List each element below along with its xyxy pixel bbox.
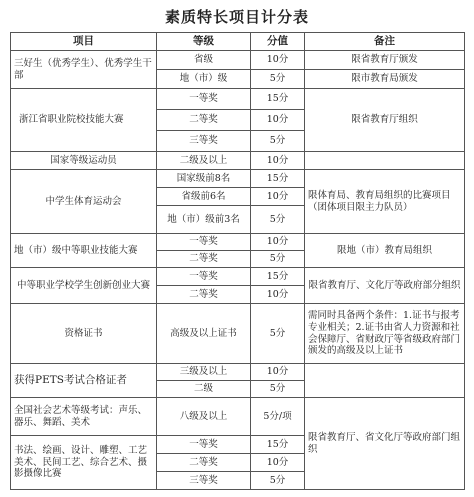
note-cell: 限市教育局颁发 [305,70,465,89]
project-cell: 资格证书 [11,304,157,364]
level-cell: 三等奖 [157,131,251,152]
project-cell: 中学生体育运动会 [11,170,157,234]
note-cell: 限体育局、教育局组织的比赛项目（团体项目限主力队员） [305,170,465,234]
level-cell: 地（市）级 [157,70,251,89]
score-cell: 10分 [251,110,305,131]
table-row [11,170,465,188]
score-cell: 5分 [251,251,305,268]
project-cell: 书法、绘画、设计、雕塑、工艺美术、民间工艺、综合艺术、摄影摄像比赛 [11,436,157,490]
project-cell: 国家等级运动员 [11,152,157,170]
score-cell: 5分/项 [251,398,305,436]
document-title: 素质特长项目计分表 [164,8,309,26]
level-cell: 一等奖 [157,268,251,286]
level-cell: 二级 [157,381,251,398]
level-cell: 二等奖 [157,110,251,131]
header-level: 等级 [157,33,251,51]
table-row [11,89,465,110]
level-cell: 一等奖 [157,89,251,110]
table-row [11,364,465,381]
level-cell: 二等奖 [157,251,251,268]
project-cell: 中等职业学校学生创新创业大赛 [11,268,157,304]
project-cell: 浙江省职业院校技能大赛 [11,89,157,152]
score-cell: 5分 [251,70,305,89]
note-cell-empty [305,364,465,398]
level-cell: 一等奖 [157,234,251,251]
score-table [10,32,465,490]
score-cell: 10分 [251,234,305,251]
score-cell: 15分 [251,268,305,286]
project-cell: 全国社会艺术等级考试：声乐、器乐、舞蹈、美术 [11,398,157,436]
score-cell: 10分 [251,454,305,472]
score-cell: 5分 [251,381,305,398]
level-cell: 三等奖 [157,472,251,490]
table-row [11,51,465,70]
project-cell: 获得PETS考试合格证者 [11,364,157,398]
level-cell: 一等奖 [157,436,251,454]
note-cell-empty [305,152,465,170]
note-cell: 限省教育厅组织 [305,89,465,152]
table-row [11,268,465,286]
table-row [11,234,465,251]
table-row [11,152,465,170]
score-cell: 10分 [251,286,305,304]
note-cell: 需同时具备两个条件：1.证书与报考专业相关；2.证书由省人力资源和社会保障厅、省财政厅等省级政府部门颁发的高级及以上证书 [305,304,465,364]
level-cell: 省级 [157,51,251,70]
level-cell: 二等奖 [157,454,251,472]
header-row [11,33,465,51]
score-cell: 15分 [251,89,305,110]
header-score: 分值 [251,33,305,51]
project-cell: 三好生（优秀学生）、优秀学生干部 [11,51,157,89]
table-row [11,398,465,436]
score-cell: 15分 [251,436,305,454]
header-project: 项目 [11,33,157,51]
score-cell: 10分 [251,188,305,206]
level-cell: 高级及以上证书 [157,304,251,364]
score-cell: 15分 [251,170,305,188]
level-cell: 八级及以上 [157,398,251,436]
note-cell: 限省教育厅、省文化厅等政府部门组织 [305,398,465,490]
score-cell: 10分 [251,364,305,381]
score-cell: 10分 [251,51,305,70]
score-cell: 5分 [251,304,305,364]
level-cell: 二等奖 [157,286,251,304]
level-cell: 国家级前8名 [157,170,251,188]
level-cell: 二级及以上 [157,152,251,170]
table-row [11,304,465,364]
score-cell: 5分 [251,131,305,152]
score-cell: 5分 [251,206,305,234]
note-cell: 限省教育厅、文化厅等政府部分组织 [305,268,465,304]
level-cell: 三级及以上 [157,364,251,381]
level-cell: 地（市）级前3名 [157,206,251,234]
level-cell: 省级前6名 [157,188,251,206]
header-note: 备注 [305,33,465,51]
note-cell: 限省教育厅颁发 [305,51,465,70]
project-cell: 地（市）级中等职业技能大赛 [11,234,157,268]
score-cell: 5分 [251,472,305,490]
note-cell: 限地（市）教育局组织 [305,234,465,268]
score-cell: 10分 [251,152,305,170]
